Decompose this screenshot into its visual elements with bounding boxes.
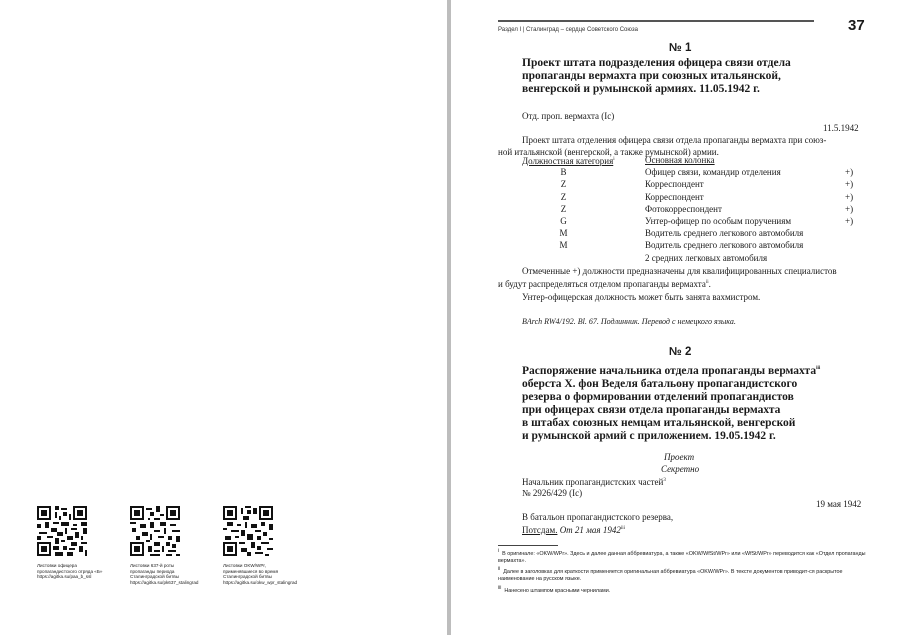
qr-code-icon[interactable] <box>37 506 87 556</box>
intro-line: ной итальянской (венгерской, а также румынской) армии. <box>498 147 719 157</box>
row-category: M <box>559 240 568 251</box>
page-number: 37 <box>848 17 865 34</box>
running-head: Раздел I | Сталинград – сердце Советского Союза <box>498 20 814 33</box>
intro-line: Проект штата отделения офицера связи отдела пропаганды вермахта при союз- <box>522 135 827 145</box>
row-position: 2 средних легковых автомобиля <box>645 252 768 263</box>
note-text: и будут распределяться отделом пропаганды вермахта <box>498 279 706 289</box>
row-mark: +) <box>845 191 854 202</box>
row-mark: +) <box>845 203 854 214</box>
table-row <box>522 178 867 190</box>
title-line: пропаганды вермахта при союзных итальянской, <box>522 70 781 82</box>
footnote-mark: ii <box>498 566 501 572</box>
doc2-number: № 2 <box>669 346 692 358</box>
qr-caption <box>130 563 210 585</box>
footnote-mark[interactable]: i <box>613 157 615 162</box>
staff-table <box>522 154 867 264</box>
caption-line: пропагандистского отряда «Б» <box>37 568 103 574</box>
caption-line: Сталинградской битвы <box>223 574 272 580</box>
doc2-place-line <box>522 523 625 536</box>
table-row <box>522 239 867 251</box>
title-line: при офицерах связи отдела пропаганды вермахта <box>522 403 781 416</box>
footnote-text: Далее в заголовках для краткости применяется оригинальная аббревиатура «OKW/WPr». В тексте документов приводит-ся раскрытое наименование на русском языке. <box>498 568 843 582</box>
title-text: Распоряжение начальника отдела пропаганды вермахта <box>522 364 817 377</box>
chief-text: Начальник пропагандистских частей <box>522 477 664 487</box>
row-category: G <box>560 215 567 226</box>
doc1-note-line2: и будут распределяться отделом пропаганды вермахта$^{ii}$. <box>498 279 711 289</box>
caption-line: Сталинградской битвы <box>130 574 179 580</box>
row-category: B <box>560 167 567 178</box>
table-row <box>522 215 867 227</box>
footnote-mark: i <box>498 548 500 554</box>
row-position: Корреспондент <box>645 179 704 190</box>
qr-block-3[interactable] <box>223 506 303 585</box>
row-category: M <box>559 228 568 239</box>
row-position: Унтер-офицер по особым поручениям <box>645 215 792 226</box>
qr-code-icon[interactable] <box>130 506 180 556</box>
row-category: Z <box>560 203 567 214</box>
doc2-addressee: В батальон пропагандистского резерва, <box>522 512 674 522</box>
row-position: Водитель среднего легкового автомобиля <box>645 228 804 239</box>
doc2-title <box>522 362 882 443</box>
row-position: Корреспондент <box>645 191 704 202</box>
place-text: Потсдам. <box>522 525 558 535</box>
title-line: венгерской и румынской армиях. 11.05.1942 г. <box>522 83 760 95</box>
col-header-text: Должностная категория <box>522 156 614 166</box>
title-line: оберста Х. фон Веделя батальону пропагандистского <box>522 377 798 390</box>
qr-code-icon[interactable] <box>223 506 273 556</box>
caption-line: Листовки офицера <box>37 563 77 568</box>
doc1-date: 11.5.1942 <box>823 123 859 133</box>
footnote-mark[interactable]: iii <box>816 366 821 371</box>
left-page <box>0 0 447 635</box>
doc1-intro <box>522 134 867 146</box>
col-header-category <box>522 154 645 166</box>
table-row <box>522 203 867 215</box>
col-header-main: Основная колонка <box>645 155 715 165</box>
qr-block-2[interactable] <box>130 506 210 585</box>
caption-link[interactable]: https://agitka.su/paa_b_ssl <box>37 574 92 580</box>
row-position: Офицер связи, командир отделения <box>645 167 781 178</box>
row-mark: +) <box>845 179 854 190</box>
doc2-date: 19 мая 1942 <box>816 499 862 509</box>
row-mark <box>845 252 865 264</box>
row-mark <box>845 227 865 239</box>
doc2-stamp-secret: Секретно <box>661 464 700 474</box>
table-row <box>522 166 867 178</box>
footnote-divider <box>498 545 558 546</box>
qr-caption <box>37 563 117 580</box>
doc1-title <box>522 57 882 96</box>
footnote-mark[interactable]: 3 <box>663 478 666 483</box>
title-line <box>522 391 882 404</box>
caption-line: Листовки 637-й роты <box>130 563 175 568</box>
doc1-note2: Унтер-офицерская должность может быть занята вахмистром. <box>522 292 761 302</box>
doc1-sender: Отд. проп. вермахта (Ic) <box>522 111 615 121</box>
table-row <box>522 227 867 239</box>
caption-line: Листовки OKW/WPr, <box>223 563 266 568</box>
title-line <box>522 362 882 378</box>
row-mark: +) <box>845 215 854 226</box>
table-header <box>522 154 867 166</box>
qr-caption <box>223 563 303 585</box>
row-category: Z <box>560 191 567 202</box>
table-row <box>522 252 867 264</box>
row-position: Фотокорреспондент <box>645 203 722 214</box>
title-text: резерва о формировании отделений пропагандистов <box>522 390 794 403</box>
doc1-number: № 1 <box>669 42 692 54</box>
received-stamp: От 21 мая 1942 <box>559 525 621 535</box>
doc1-source: BArch RW4/192. Bl. 67. Подлинник. Перевод с немецкого языка. <box>522 317 736 326</box>
title-line: Проект штата подразделения офицера связи отдела <box>522 57 791 69</box>
table-row <box>522 191 867 203</box>
title-line: и румынской армий с приложением. 19.05.1942 г. <box>522 429 776 442</box>
caption-line: пропаганды периода <box>130 568 175 574</box>
footnote-mark[interactable]: ii <box>705 280 709 285</box>
caption-link[interactable]: https://agitka.su/pk637_stalingrad <box>130 579 199 585</box>
row-mark: +) <box>845 167 854 178</box>
footnote <box>498 548 868 565</box>
footnote-mark: iii <box>498 585 502 591</box>
row-mark <box>845 239 865 251</box>
footnote <box>498 585 868 595</box>
footnote-text: В оригинале: «OKW/WPr». Здесь и далее данная аббревиатура, а также «OKW/WfSt/WPr» или «WfSt/WPr» переводится как «Отдел пропаганды вермахта». <box>498 550 866 564</box>
footnote <box>498 566 868 583</box>
caption-link[interactable]: https://agitka.su/okw_wpr_stalingrad <box>223 579 298 585</box>
row-position: Водитель среднего легкового автомобиля <box>645 240 804 251</box>
title-line: в штабах союзных немцам итальянской, венгерской <box>522 416 796 429</box>
row-category: Z <box>560 179 567 190</box>
footnote-text: Нанесено штампом красными чернилами. <box>504 587 611 594</box>
caption-line: применявшиеся во время <box>223 568 279 574</box>
qr-block-1[interactable] <box>37 506 117 580</box>
doc1-note-line1: Отмеченные +) должности предназначены для квалифицированных специалистов <box>522 266 837 276</box>
footnote-mark[interactable]: iii <box>620 526 626 531</box>
doc2-stamp-draft: Проект <box>664 452 695 462</box>
right-page <box>451 0 900 635</box>
row-category <box>522 252 645 264</box>
doc2-ref-number: № 2926/429 (Ic) <box>522 488 583 498</box>
